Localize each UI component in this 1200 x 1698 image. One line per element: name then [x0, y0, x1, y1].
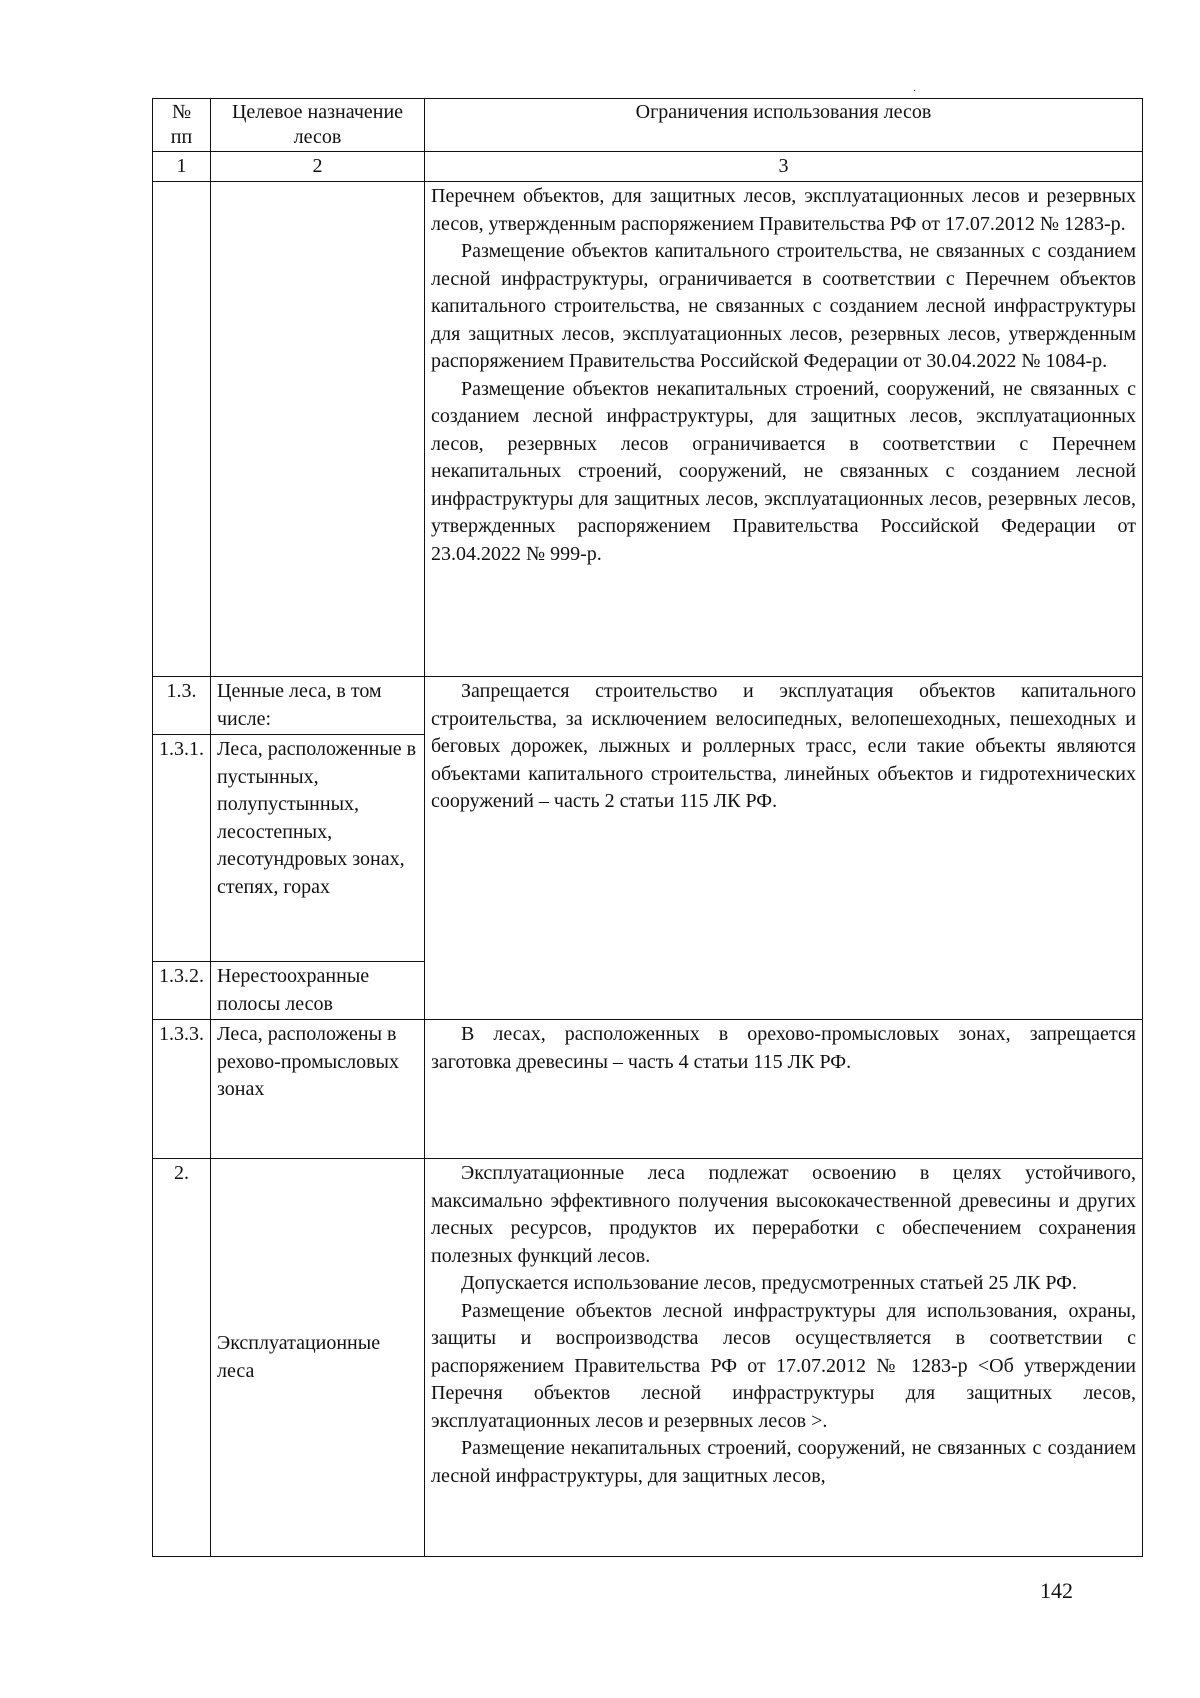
- cell-number: 1.3.3.: [153, 1020, 211, 1159]
- cell-purpose: Леса, расположенные в пустынных, полупустынных, лесостепных, лесотундровых зонах, степях, горах: [211, 735, 425, 962]
- paragraph-noncapital: Размещение некапитальных строений, сооружений, не связанных с созданием лесной инфраструктуры, для защитных лесов,: [431, 1437, 1136, 1487]
- table-row-1-3-3: [153, 1020, 1143, 1159]
- column-numbers-row: [153, 152, 1143, 182]
- cell-restriction-exploitation: [425, 1159, 1143, 1557]
- table-row-2: [153, 1159, 1143, 1557]
- header-purpose: Целевое назначение лесов: [211, 99, 425, 152]
- cell-number: 1.3.1.: [153, 735, 211, 962]
- cell-restriction-nut-zones: [425, 1020, 1143, 1159]
- page-number: 142: [1040, 1578, 1073, 1603]
- cell-purpose-empty: [211, 182, 425, 677]
- cell-number: 2.: [153, 1159, 211, 1557]
- paragraph-exploitation-purpose: Эксплуатационные леса подлежат освоению в целях устойчивого, максимально эффективного получения высококачественной древесины и других лесных ресурсов, продуктов их переработки с обеспечением сохранения полезных функций лесов.: [431, 1162, 1136, 1267]
- paragraph-capital-objects: Размещение объектов капитального строительства, не связанных с созданием лесной инфраструктуры, ограничивается в соответствии с Перечнем объектов капитального строительства, не связанных с созданием лесной инфраструктуры для защитных лесов, эксплуатационных лесов, резервных лесов, утвержденным распоряжением Правительства Российской Федерации от 30.04.2022 № 1084-р.: [431, 240, 1136, 372]
- cell-number: 1.3.: [153, 677, 211, 735]
- header-restrictions: Ограничения использования лесов: [425, 99, 1143, 152]
- paragraph-valuable-restriction: Запрещается строительство и эксплуатация объектов капитального строительства, за исключением велосипедных, велопешеходных, пешеходных и беговых дорожек, лыжных и роллерных трасс, если такие объекты являются объектами капитального строительства, линейных объектов и гидротехнических сооружений – часть 2 статьи 115 ЛК РФ.: [431, 680, 1136, 812]
- cell-restriction-valuable-forests: [425, 677, 1143, 1020]
- column-number-3: 3: [425, 152, 1143, 182]
- table-row-1-3: [153, 677, 1143, 735]
- cell-number: 1.3.2.: [153, 962, 211, 1020]
- cell-purpose: Нерестоохранные полосы лесов: [211, 962, 425, 1020]
- scan-speck: ·: [913, 86, 917, 97]
- table-row-continuation: [153, 182, 1143, 677]
- table-header-row: [153, 99, 1143, 152]
- paragraph-infrastructure: Размещение объектов лесной инфраструктуры для использования, охраны, защиты и воспроизводства лесов осуществляется в соответствии с распоряжением Правительства РФ от 17.07.2012 № 1283-р <Об утверждении Перечня объектов лесной инфраструктуры для защитных лесов, эксплуатационных лесов и резервных лесов >.: [431, 1299, 1136, 1432]
- cell-restriction-continuation: [425, 182, 1143, 677]
- cell-purpose: Леса, расположены в рехово-промысловых зонах: [211, 1020, 425, 1159]
- paragraph-permitted-use: Допускается использование лесов, предусмотренных статьей 25 ЛК РФ.: [461, 1272, 1077, 1294]
- column-number-2: 2: [211, 152, 425, 182]
- cell-purpose: Ценные леса, в том числе:: [211, 677, 425, 735]
- cell-purpose: Эксплуатационные леса: [211, 1159, 425, 1557]
- cell-number-empty: [153, 182, 211, 677]
- column-number-1: 1: [153, 152, 211, 182]
- forest-restrictions-table: [152, 98, 1143, 1557]
- header-number: № пп: [153, 99, 211, 152]
- paragraph-nut-zones: В лесах, расположенных в орехово-промысловых зонах, запрещается заготовка древесины – часть 4 статьи 115 ЛК РФ.: [431, 1023, 1136, 1073]
- paragraph-noncapital-objects: Размещение объектов некапитальных строений, сооружений, не связанных с созданием лесной инфраструктуры, для защитных лесов, эксплуатационных лесов, резервных лесов ограничивается в соответствии с Перечнем некапитальных строений, сооружений, не связанных с созданием лесной инфраструктуры для защитных лесов, эксплуатационных лесов, резервных лесов, утвержденных распоряжением Правительства Российской Федерации от 23.04.2022 № 999-р.: [431, 377, 1136, 565]
- paragraph-continuation: Перечнем объектов, для защитных лесов, эксплуатационных лесов и резервных лесов, утвержденным распоряжением Правительства РФ от 17.07.2012 № 1283-р.: [431, 185, 1136, 235]
